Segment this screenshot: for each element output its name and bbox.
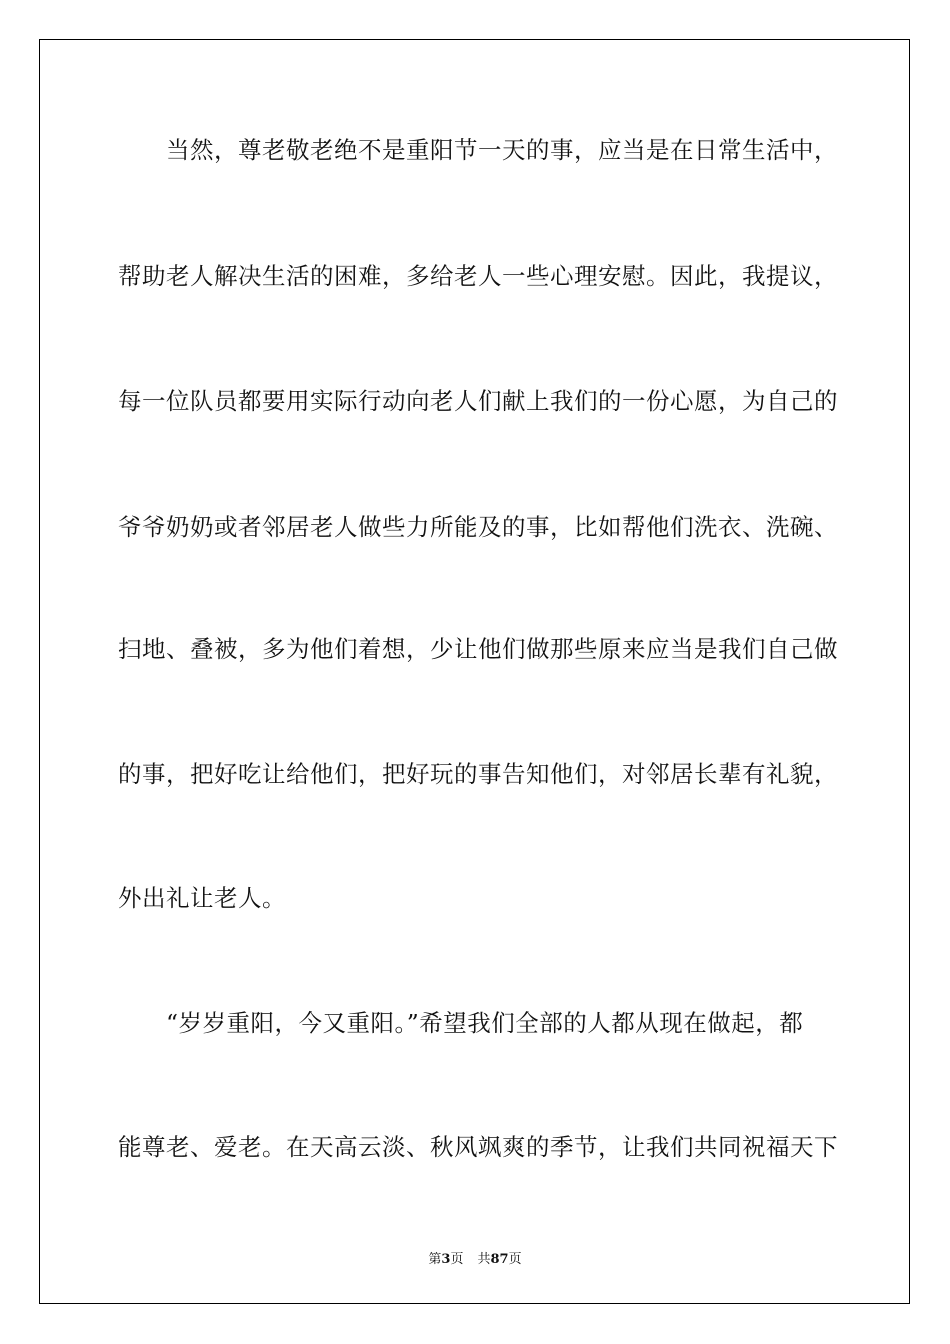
total-pages: 87: [490, 1252, 509, 1267]
page-suffix: 页: [450, 1252, 464, 1267]
text-line-8: “岁岁重阳，今又重阳。”希望我们全部的人都从现在做起，都: [118, 1009, 804, 1037]
text-line-2: 帮助老人解决生活的困难，多给老人一些心理安慰。因此，我提议，: [118, 262, 838, 290]
page-footer: [0, 1248, 950, 1267]
text-line-7: 外出礼让老人。: [118, 884, 286, 912]
text-line-6: 的事，把好吃让给他们，把好玩的事告知他们，对邻居长辈有礼貌，: [118, 760, 838, 788]
total-prefix: 共: [477, 1252, 491, 1267]
total-suffix: 页: [508, 1252, 522, 1267]
page-border: [39, 39, 910, 1304]
page-prefix: 第: [428, 1252, 442, 1267]
text-line-1: 当然，尊老敬老绝不是重阳节一天的事，应当是在日常生活中，: [118, 136, 838, 164]
page-number: 3: [441, 1252, 451, 1267]
text-line-5: 扫地、叠被，多为他们着想，少让他们做那些原来应当是我们自己做: [118, 635, 838, 663]
text-line-3: 每一位队员都要用实际行动向老人们献上我们的一份心愿，为自己的: [118, 387, 838, 415]
text-line-9: 能尊老、爱老。在天高云淡、秋风飒爽的季节，让我们共同祝福天下: [118, 1133, 838, 1161]
text-line-4: 爷爷奶奶或者邻居老人做些力所能及的事，比如帮他们洗衣、洗碗、: [118, 513, 838, 541]
